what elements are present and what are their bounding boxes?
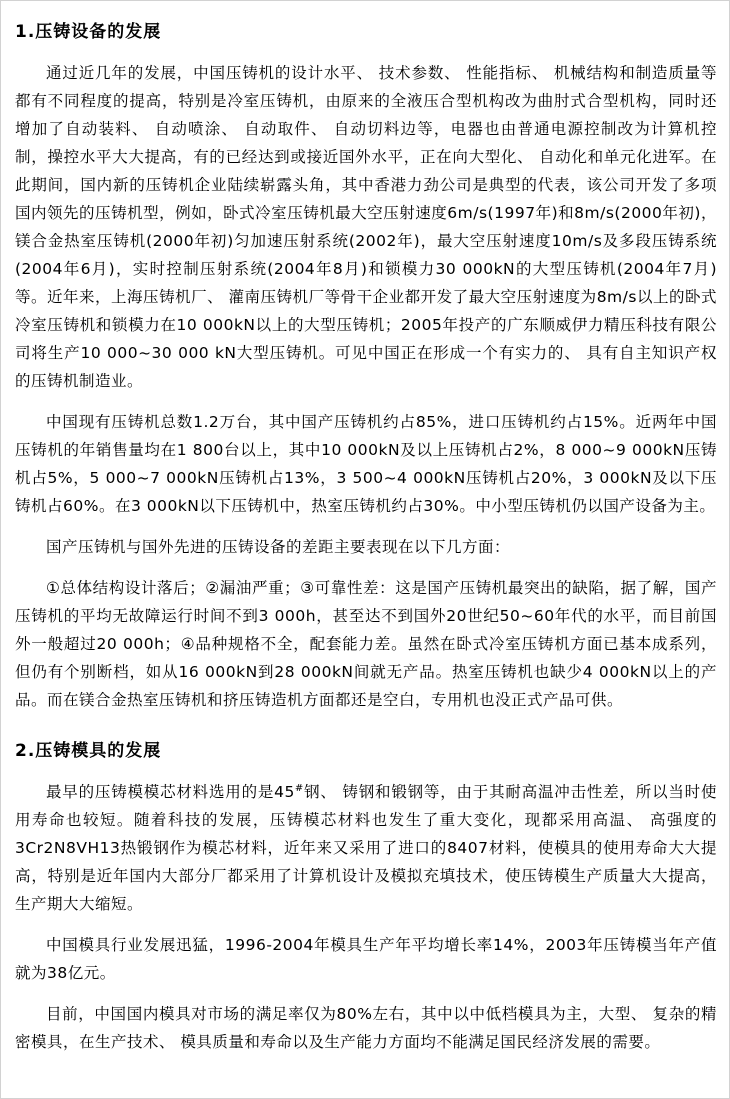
para-equipment-overview: 通过近几年的发展，中国压铸机的设计水平、 技术参数、 性能指标、 机械结构和制造质量等都有不同程度的提高，特别是冷室压铸机，由原来的全液压合型机构改为曲肘式合型机构，同时还增加了自动装料、 自动喷涂、 自动取件、 自动切料边等，电器也由普通电源控制改为计算机控制，操控水平大大提高，有的已经达到或接近国外水平，正在向大型化、 自动化和单元化进军。在此期间，国内新的压铸机企业陆续崭露头角，其中香港力劲公司是典型的代表，该公司开发了多项国内领先的压铸机型，例如，卧式冷室压铸机最大空压射速度6m/s(1997年)和8m/s(2000年初)，镁合金热室压铸机(2000年初)匀加速压射系统(2002年)，最大空压射速度10m/s及多段压铸系统(2004年6月)，实时控制压射系统(2004年8月)和锁模力30 000kN的大型压铸机(2004年7月)等。近年来，上海压铸机厂、 灌南压铸机厂等骨干企业都开发了最大空压射速度为8m/s以上的卧式冷室压铸机和锁模力在10 000kN以上的大型压铸机；2005年投产的广东顺威伊力精压科技有限公司将生产10 000~30 000 kN大型压铸机。可见中国正在形成一个有实力的、 具有自主知识产权的压铸机制造业。 [15,64,717,390]
section-2-heading: 2.压铸模具的发展 [15,741,162,761]
para-mold-materials [15,778,717,918]
para-machine-statistics: 中国现有压铸机总数1.2万台，其中国产压铸机约占85%，进口压铸机约占15%。近两年中国压铸机的年销售量均在1 800台以上，其中10 000kN及以上压铸机占2%，8 000~9 000kN压铸机占5%，5 000~7 000kN压铸机占13%，3 500~4 000kN压铸机占20%，3 000kN及以下压铸机占60%。在3 000kN以下压铸机中，热室压铸机约占30%。中小型压铸机仍以国产设备为主。 [15,413,717,515]
para-mold-industry-growth: 中国模具行业发展迅猛，1996-2004年模具生产年平均增长率14%，2003年压铸模当年产值就为38亿元。 [15,936,717,982]
para-mold-market-satisfaction: 目前，中国国内模具对市场的满足率仅为80%左右，其中以中低档模具为主，大型、 复杂的精密模具，在生产技术、 模具质量和寿命以及生产能力方面均不能满足国民经济发展的需要。 [15,1005,717,1051]
superscript-hash-mark: # [294,782,304,794]
para-mold-materials-lead: 最早的压铸模模芯材料选用的是45 [46,783,295,801]
para-gap-details: ①总体结构设计落后；②漏油严重；③可靠性差：这是国产压铸机最突出的缺陷，据了解，国产压铸机的平均无故障运行时间不到3 000h，甚至达不到国外20世纪50~60年代的水平，而目前国外一般超过20 000h；④品种规格不全，配套能力差。虽然在卧式冷室压铸机方面已基本成系列，但仍有个别断档，如从16 000kN到28 000kN间就无产品。热室压铸机也缺少4 000kN以上的产品。而在镁合金热室压铸机和挤压铸造机方面都还是空白，专用机也没正式产品可供。 [15,579,717,709]
para-gap-intro: 国产压铸机与国外先进的压铸设备的差距主要表现在以下几方面： [46,538,511,556]
para-mold-materials-rest: 钢、 铸钢和锻钢等，由于其耐高温冲击性差，所以当时使用寿命也较短。随着科技的发展，压铸模芯材料也发生了重大变化，现都采用高温、 高强度的3Cr2N8VH13热锻钢作为模芯材料，近年来又采用了进口的8407材料，使模具的使用寿命大大提高，特别是近年国内大部分厂都采用了计算机设计及模拟充填技术，使压铸模生产质量大大提高，生产期大大缩短。 [15,783,717,913]
section-1-heading: 1.压铸设备的发展 [15,22,162,42]
